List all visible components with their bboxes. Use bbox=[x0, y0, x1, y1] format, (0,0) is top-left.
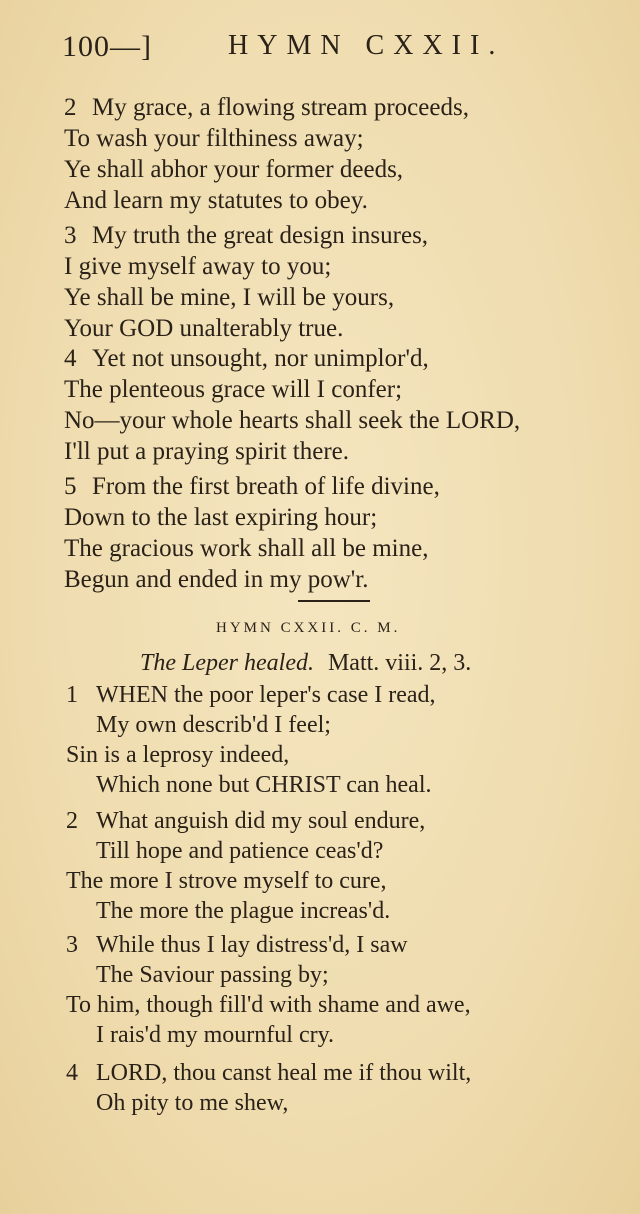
verse-line: Ye shall abhor your former deeds, bbox=[64, 156, 404, 183]
stanza-number: 1 bbox=[66, 682, 78, 708]
verse-line: The gracious work shall all be mine, bbox=[64, 535, 429, 562]
stanza-3 bbox=[66, 930, 471, 1050]
verse-line: Ye shall be mine, I will be yours, bbox=[64, 284, 395, 311]
prev-stanza-2 bbox=[64, 92, 469, 216]
hymn-subtitle bbox=[140, 650, 471, 677]
verse-line: The more the plague increas'd. bbox=[96, 898, 391, 924]
verse-line: Your GOD unalterably true. bbox=[64, 315, 344, 342]
stanza-2 bbox=[66, 806, 425, 926]
verse-line: What anguish did my soul endure, bbox=[96, 808, 426, 834]
verse-line: No—your whole hearts shall seek the LORD, bbox=[64, 407, 521, 434]
stanza-4 bbox=[66, 1058, 471, 1118]
hymn-title: The Leper healed. bbox=[140, 650, 314, 676]
stanza-number: 3 bbox=[64, 222, 77, 249]
verse-line: My own describ'd I feel; bbox=[96, 712, 331, 738]
verse-line: Yet not unsought, nor unimplor'd, bbox=[92, 345, 429, 372]
verse-line: I give myself away to you; bbox=[64, 253, 332, 280]
verse-line: To him, though fill'd with shame and awe, bbox=[66, 992, 471, 1018]
section-divider bbox=[298, 600, 370, 602]
stanza-number: 2 bbox=[66, 808, 78, 834]
verse-line: My grace, a flowing stream proceeds, bbox=[92, 94, 469, 121]
scripture-reference: Matt. viii. 2, 3. bbox=[327, 650, 472, 676]
stanza-number: 4 bbox=[64, 345, 77, 372]
verse-line: My truth the great design insures, bbox=[92, 222, 429, 249]
verse-line: Sin is a leprosy indeed, bbox=[66, 742, 290, 768]
verse-line: Oh pity to me shew, bbox=[96, 1090, 289, 1116]
verse-line: Till hope and patience ceas'd? bbox=[96, 838, 384, 864]
page-number: 100—] bbox=[62, 30, 152, 63]
verse-line: The more I strove myself to cure, bbox=[66, 868, 387, 894]
prev-stanza-5 bbox=[64, 471, 440, 595]
verse-line: Begun and ended in my pow'r. bbox=[64, 566, 369, 593]
stanza-number: 5 bbox=[64, 473, 77, 500]
verse-line: The Saviour passing by; bbox=[96, 962, 329, 988]
verse-line: The plenteous grace will I confer; bbox=[64, 376, 403, 403]
verse-line: LORD, thou canst heal me if thou wilt, bbox=[96, 1060, 472, 1086]
verse-line: I'll put a praying spirit there. bbox=[64, 438, 349, 465]
prev-stanza-3 bbox=[64, 220, 428, 344]
verse-line: Which none but CHRIST can heal. bbox=[96, 772, 432, 798]
verse-line: Down to the last expiring hour; bbox=[64, 504, 378, 531]
verse-line: While thus I lay distress'd, I saw bbox=[96, 932, 408, 958]
verse-line: I rais'd my mournful cry. bbox=[96, 1022, 335, 1048]
stanza-number: 2 bbox=[64, 94, 77, 121]
prev-stanza-4 bbox=[64, 343, 520, 467]
verse-line: And learn my statutes to obey. bbox=[64, 187, 368, 214]
stanza-1 bbox=[66, 680, 436, 800]
hymn-heading: HYMN CXXII. C. M. bbox=[216, 620, 401, 636]
stanza-number: 4 bbox=[66, 1060, 78, 1086]
verse-line: From the first breath of life divine, bbox=[92, 473, 440, 500]
verse-line: To wash your filthiness away; bbox=[64, 125, 364, 152]
running-title: HYMN CXXII. bbox=[228, 30, 505, 61]
verse-line: WHEN the poor leper's case I read, bbox=[96, 682, 436, 708]
page-header bbox=[62, 30, 600, 70]
stanza-number: 3 bbox=[66, 932, 78, 958]
